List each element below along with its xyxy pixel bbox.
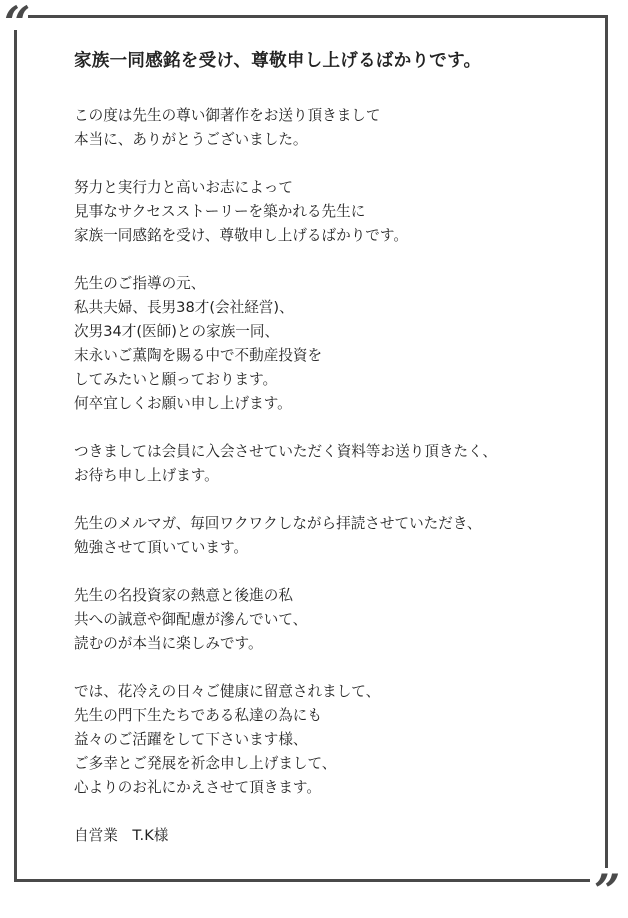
letter-line: 次男34才(医師)との家族一同、 (74, 323, 280, 340)
letter-line: 何卒宜しくお願い申し上げます。 (74, 395, 292, 412)
signature: 自営業 T.K様 (74, 827, 169, 844)
letter-content (74, 48, 584, 848)
letter-line: 本当に、ありがとうございました。 (74, 131, 308, 148)
letter-paragraph (74, 176, 584, 248)
letter-line: 先生の名投資家の熱意と後進の私 (74, 587, 293, 604)
letter-line: 先生の門下生たちである私達の為にも (74, 707, 322, 724)
letter-line: 心よりのお礼にかえさせて頂きます。 (74, 779, 321, 796)
letter-paragraph (74, 512, 584, 560)
letter-line: 益々のご活躍をして下さいます様、 (74, 731, 308, 748)
letter-line: 読むのが本当に楽しみです。 (74, 635, 263, 652)
letter-paragraph (74, 680, 584, 800)
letter-line: 家族一同感銘を受け、尊敬申し上げるばかりです。 (74, 227, 408, 244)
letter-line: ご多幸とご発展を祈念申し上げまして、 (74, 755, 337, 772)
letter-paragraph (74, 584, 584, 656)
letter-line: してみたいと願っております。 (74, 371, 278, 388)
open-quote-mark: “ (2, 0, 28, 30)
letter-line: 共への誠意や御配慮が滲んでいて、 (74, 611, 308, 628)
letter-line: 先生のご指導の元、 (74, 275, 206, 292)
letter-title: 家族一同感銘を受け、尊敬申し上げるばかりです。 (74, 51, 482, 71)
letter-line: お待ち申し上げます。 (74, 467, 219, 484)
letter-line: この度は先生の尊い御著作をお送り頂きまして (74, 107, 381, 124)
letter-paragraph (74, 440, 584, 488)
letter-line: 私共夫婦、長男38才(会社経営)、 (74, 299, 294, 316)
letter-line: では、花冷えの日々ご健康に留意されまして、 (74, 683, 381, 700)
letter-line: 努力と実行力と高いお志によって (74, 179, 293, 196)
letter-line: つきましては会員に入会させていただく資料等お送り頂きたく、 (74, 443, 497, 460)
letter-line: 先生のメルマガ、毎回ワクワクしながら拝読させていただき、 (74, 515, 482, 532)
letter-paragraph (74, 272, 584, 416)
close-quote-mark: ” (590, 868, 620, 899)
letter-line: 末永いご薫陶を賜る中で不動産投資を (74, 347, 323, 364)
letter-paragraph (74, 104, 584, 152)
letter-line: 見事なサクセスストーリーを築かれる先生に (74, 203, 366, 220)
letter-line: 勉強させて頂いています。 (74, 539, 248, 556)
